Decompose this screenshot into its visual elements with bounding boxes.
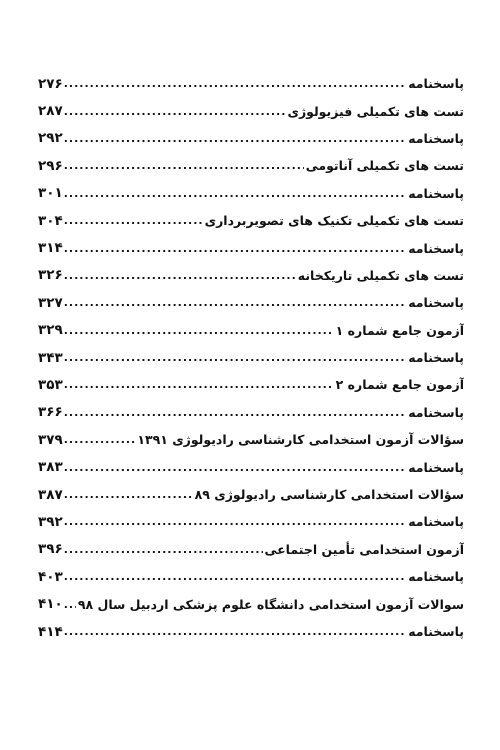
toc-entry-page-number: ۴۱۴ bbox=[38, 623, 63, 640]
toc-entry-page-number: ۲۷۶ bbox=[38, 75, 63, 92]
toc-entry bbox=[38, 536, 464, 563]
toc-dot-leader bbox=[64, 297, 406, 308]
toc-entry-title: پاسخنامه bbox=[408, 569, 464, 585]
toc-entry bbox=[38, 317, 464, 344]
toc-entry bbox=[38, 97, 464, 124]
toc-entry bbox=[38, 125, 464, 152]
toc-entry-page-number: ۴۱۰ bbox=[38, 596, 63, 613]
toc-entry-page-number: ۳۰۴ bbox=[38, 212, 63, 229]
toc-dot-leader bbox=[64, 489, 193, 500]
table-of-contents bbox=[38, 70, 464, 645]
toc-entry bbox=[38, 152, 464, 179]
toc-dot-leader bbox=[64, 160, 304, 171]
toc-entry-title: سؤالات آزمون استخدامی کارشناسی رادیولوژی ۱۳۹۱ bbox=[137, 432, 464, 448]
toc-dot-leader bbox=[64, 379, 334, 390]
toc-entry-title: پاسخنامه bbox=[408, 76, 464, 92]
toc-entry-title: آزمون استخدامی تأمین اجتماعی bbox=[264, 541, 464, 557]
toc-entry-title: پاسخنامه bbox=[408, 185, 464, 201]
toc-dot-leader bbox=[64, 243, 406, 254]
toc-entry-title: پاسخنامه bbox=[408, 514, 464, 530]
toc-entry bbox=[38, 563, 464, 590]
toc-dot-leader bbox=[64, 352, 406, 363]
toc-entry bbox=[38, 426, 464, 453]
toc-entry-page-number: ۳۹۶ bbox=[38, 541, 63, 558]
toc-entry-title: پاسخنامه bbox=[408, 624, 464, 639]
toc-entry-page-number: ۳۲۷ bbox=[38, 294, 63, 311]
toc-dot-leader bbox=[64, 215, 203, 226]
toc-dot-leader bbox=[64, 599, 76, 610]
toc-entry-title: پاسخنامه bbox=[408, 295, 464, 311]
toc-entry-page-number: ۳۲۹ bbox=[38, 322, 63, 339]
toc-entry-page-number: ۴۰۳ bbox=[38, 568, 63, 585]
toc-entry-title: پاسخنامه bbox=[408, 130, 464, 146]
toc-entry-page-number: ۲۸۷ bbox=[38, 103, 63, 120]
toc-dot-leader bbox=[64, 626, 406, 637]
toc-entry-page-number: ۳۰۱ bbox=[38, 185, 63, 202]
toc-dot-leader bbox=[64, 571, 406, 582]
toc-dot-leader bbox=[64, 188, 406, 199]
toc-entry bbox=[38, 399, 464, 426]
toc-dot-leader bbox=[64, 407, 406, 418]
toc-dot-leader bbox=[64, 462, 406, 473]
toc-entry-page-number: ۲۹۲ bbox=[38, 130, 63, 147]
toc-entry bbox=[38, 234, 464, 261]
toc-entry-page-number: ۳۱۴ bbox=[38, 240, 63, 257]
toc-entry bbox=[38, 70, 464, 97]
toc-dot-leader bbox=[64, 270, 296, 281]
toc-entry bbox=[38, 618, 464, 645]
toc-entry-page-number: ۳۸۷ bbox=[38, 486, 63, 503]
toc-entry bbox=[38, 207, 464, 234]
toc-entry-page-number: ۳۷۹ bbox=[38, 431, 63, 448]
toc-entry bbox=[38, 371, 464, 398]
toc-dot-leader bbox=[64, 544, 263, 555]
toc-entry-page-number: ۳۵۳ bbox=[38, 376, 63, 393]
toc-entry bbox=[38, 262, 464, 289]
toc-entry-page-number: ۳۶۶ bbox=[38, 404, 63, 421]
toc-dot-leader bbox=[64, 325, 334, 336]
toc-entry-title: پاسخنامه bbox=[408, 350, 464, 366]
toc-entry bbox=[38, 344, 464, 371]
toc-entry-title: تست های تکمیلی تاریکخانه bbox=[297, 267, 464, 283]
toc-entry bbox=[38, 508, 464, 535]
toc-dot-leader bbox=[64, 434, 136, 445]
toc-entry-title: تست های تکمیلی آناتومی bbox=[305, 158, 464, 174]
toc-entry-page-number: ۳۹۲ bbox=[38, 513, 63, 530]
toc-entry bbox=[38, 590, 464, 617]
toc-entry bbox=[38, 289, 464, 316]
toc-entry-title: سوالات آزمون استخدامی دانشگاه علوم پزشکی اردبیل سال ۹۸ bbox=[77, 596, 464, 612]
toc-entry bbox=[38, 481, 464, 508]
toc-dot-leader bbox=[64, 106, 286, 117]
toc-entry bbox=[38, 180, 464, 207]
toc-entry-title: آزمون جامع شماره ۱ bbox=[335, 322, 464, 338]
toc-entry-page-number: ۲۹۶ bbox=[38, 157, 63, 174]
toc-entry-title: پاسخنامه bbox=[408, 240, 464, 256]
toc-entry-title: پاسخنامه bbox=[408, 459, 464, 475]
toc-entry-title: پاسخنامه bbox=[408, 404, 464, 420]
toc-entry-title: آزمون جامع شماره ۲ bbox=[335, 377, 464, 393]
toc-entry-title: تست های تکمیلی فیزیولوژی bbox=[287, 103, 464, 119]
toc-entry-page-number: ۳۲۶ bbox=[38, 267, 63, 284]
toc-dot-leader bbox=[64, 516, 406, 527]
toc-entry bbox=[38, 453, 464, 480]
toc-entry-title: تست های تکمیلی تکنیک های تصویربرداری bbox=[204, 213, 464, 229]
toc-dot-leader bbox=[64, 78, 406, 89]
toc-entry-page-number: ۳۸۳ bbox=[38, 459, 63, 476]
toc-dot-leader bbox=[64, 133, 406, 144]
toc-entry-title: سؤالات استخدامی کارشناسی رادیولوژی ۸۹ bbox=[194, 487, 464, 503]
toc-entry-page-number: ۳۴۳ bbox=[38, 349, 63, 366]
